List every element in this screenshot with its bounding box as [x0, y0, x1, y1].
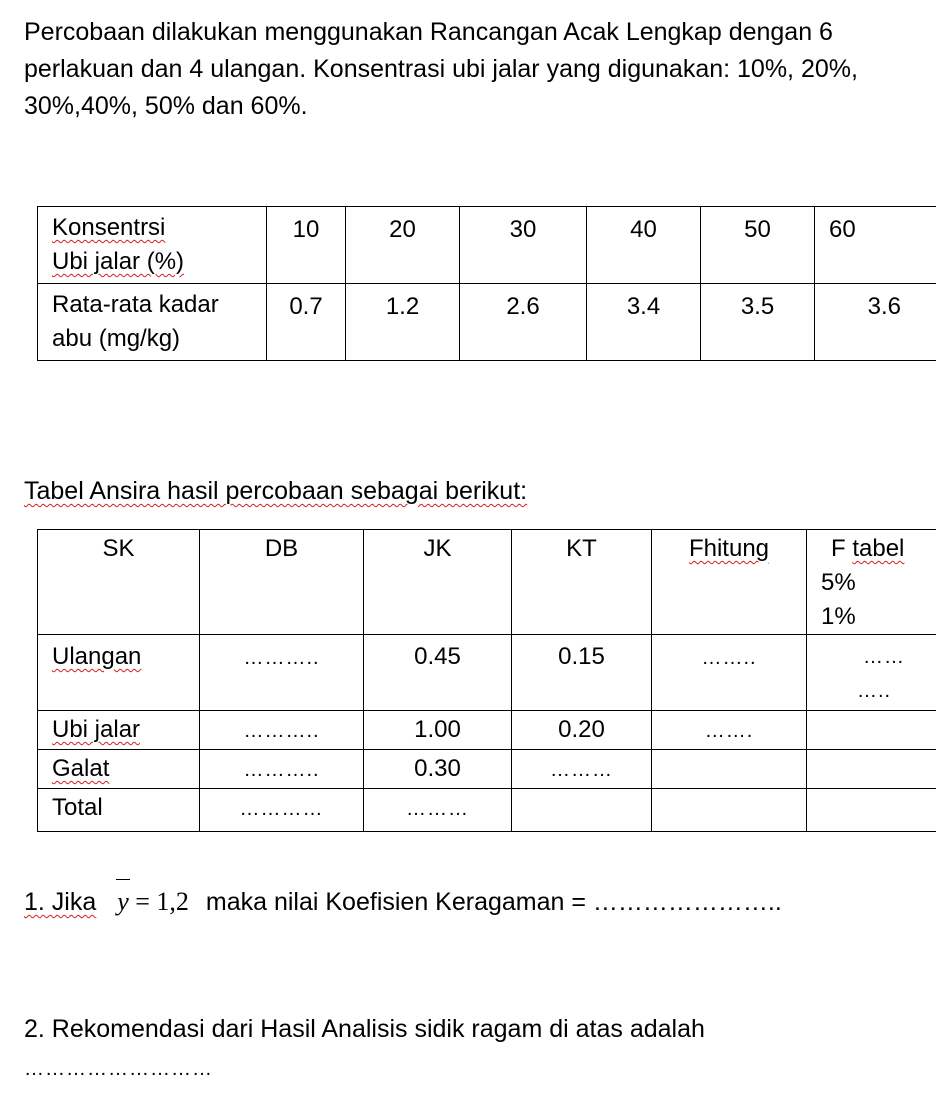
- jk-blank: ………: [406, 798, 469, 820]
- ash-mean-cell: 3.4: [587, 284, 701, 361]
- kt-cell: [512, 750, 652, 789]
- kt-blank: ………: [550, 759, 613, 781]
- header-kt: KT: [512, 530, 652, 635]
- question-2-answer-blank: ………………………: [24, 1058, 213, 1080]
- ash-mean-cell: 0.7: [267, 284, 346, 361]
- q1-prefix: 1. Jika: [24, 888, 97, 916]
- intro-line-2: perlakuan dan 4 ulangan. Konsentrasi ubi jalar yang digunakan: 10%, 20%,: [24, 55, 858, 83]
- q1-equation: [117, 887, 189, 916]
- sk-ubi-jalar: Ubi jalar: [52, 716, 141, 743]
- ftabel-cell: [807, 711, 936, 750]
- ftabel-cell: [807, 635, 936, 711]
- fhitung-label: Fhitung: [688, 535, 770, 562]
- ash-mean-row-header: [38, 284, 267, 361]
- jk-cell: 0.30: [364, 750, 512, 789]
- kt-cell: [512, 789, 652, 832]
- anova-row-ubi-jalar: [38, 711, 936, 750]
- ash-mean-label: Rata-rata kadar: [52, 291, 219, 318]
- intro-paragraph: [24, 14, 924, 125]
- question-2: 2. Rekomendasi dari Hasil Analisis sidik ragam di atas adalah: [24, 1015, 705, 1043]
- ftabel-label: tabel: [852, 535, 905, 562]
- ftabel-1-blank: …..: [856, 680, 892, 702]
- concentration-row-header: [38, 207, 267, 284]
- intro-line-3: 30%,40%, 50% dan 60%.: [24, 92, 308, 120]
- q1-text: maka nilai Koefisien Keragaman = …………………..: [205, 888, 782, 916]
- jk-cell: 1.00: [364, 711, 512, 750]
- anova-row-ulangan: [38, 635, 936, 711]
- ftabel-f: F: [831, 535, 853, 562]
- ash-mean-cell: 3.5: [701, 284, 815, 361]
- ash-mean-cell: 2.6: [460, 284, 587, 361]
- jk-cell: 0.45: [364, 635, 512, 711]
- header-jk: JK: [364, 530, 512, 635]
- fhitung-blank: ……..: [701, 647, 757, 669]
- ash-mean-cell: 1.2: [346, 284, 460, 361]
- concentration-cell: 20: [346, 207, 460, 284]
- fhitung-cell: [652, 635, 807, 711]
- fhitung-blank: …….: [704, 720, 754, 742]
- ftabel-1-label: 1%: [821, 603, 856, 630]
- question-1: [24, 885, 782, 919]
- anova-table: [37, 529, 936, 832]
- kt-cell: 0.15: [512, 635, 652, 711]
- ftabel-cell: [807, 750, 936, 789]
- fhitung-cell: [652, 789, 807, 832]
- header-sk: SK: [38, 530, 200, 635]
- sk-cell: [38, 635, 200, 711]
- concentration-table: [37, 206, 936, 361]
- concentration-label: Konsentrsi: [52, 214, 166, 241]
- db-blank: ………..: [243, 759, 320, 781]
- q1-equation-value: = 1,2: [135, 887, 189, 916]
- ash-mean-row: [38, 284, 936, 361]
- header-db: DB: [200, 530, 364, 635]
- ftabel-5-label: 5%: [821, 569, 856, 596]
- concentration-row: [38, 207, 936, 284]
- sk-cell: [38, 750, 200, 789]
- ubi-jalar-label: Ubi jalar (%): [52, 248, 185, 275]
- db-cell: [200, 711, 364, 750]
- fhitung-cell: [652, 711, 807, 750]
- anova-header-row: [38, 530, 936, 635]
- db-blank: …………: [239, 798, 324, 820]
- concentration-cell: 50: [701, 207, 815, 284]
- db-cell: [200, 789, 364, 832]
- ybar-symbol: y: [117, 885, 129, 919]
- ash-mean-cell: 3.6: [815, 284, 936, 361]
- sk-ulangan: Ulangan: [52, 643, 142, 670]
- sk-galat: Galat: [52, 755, 110, 782]
- anova-caption: Tabel Ansira hasil percobaan sebagai berikut:: [24, 477, 528, 505]
- concentration-cell: 60: [815, 207, 936, 284]
- fhitung-cell: [652, 750, 807, 789]
- ftabel-cell: [807, 789, 936, 832]
- jk-cell: [364, 789, 512, 832]
- header-fhitung: [652, 530, 807, 635]
- concentration-cell: 30: [460, 207, 587, 284]
- db-cell: [200, 635, 364, 711]
- ash-unit-label: abu (mg/kg): [52, 325, 181, 352]
- sk-total: Total: [38, 789, 200, 832]
- ftabel-5-blank: ……: [863, 646, 905, 668]
- kt-cell: 0.20: [512, 711, 652, 750]
- concentration-cell: 10: [267, 207, 346, 284]
- db-blank: ………..: [243, 647, 320, 669]
- header-ftabel: [807, 530, 936, 635]
- sk-cell: [38, 711, 200, 750]
- db-blank: ………..: [243, 720, 320, 742]
- anova-row-galat: [38, 750, 936, 789]
- intro-line-1: Percobaan dilakukan menggunakan Rancangan Acak Lengkap dengan 6: [24, 18, 833, 46]
- concentration-cell: 40: [587, 207, 701, 284]
- db-cell: [200, 750, 364, 789]
- anova-row-total: [38, 789, 936, 832]
